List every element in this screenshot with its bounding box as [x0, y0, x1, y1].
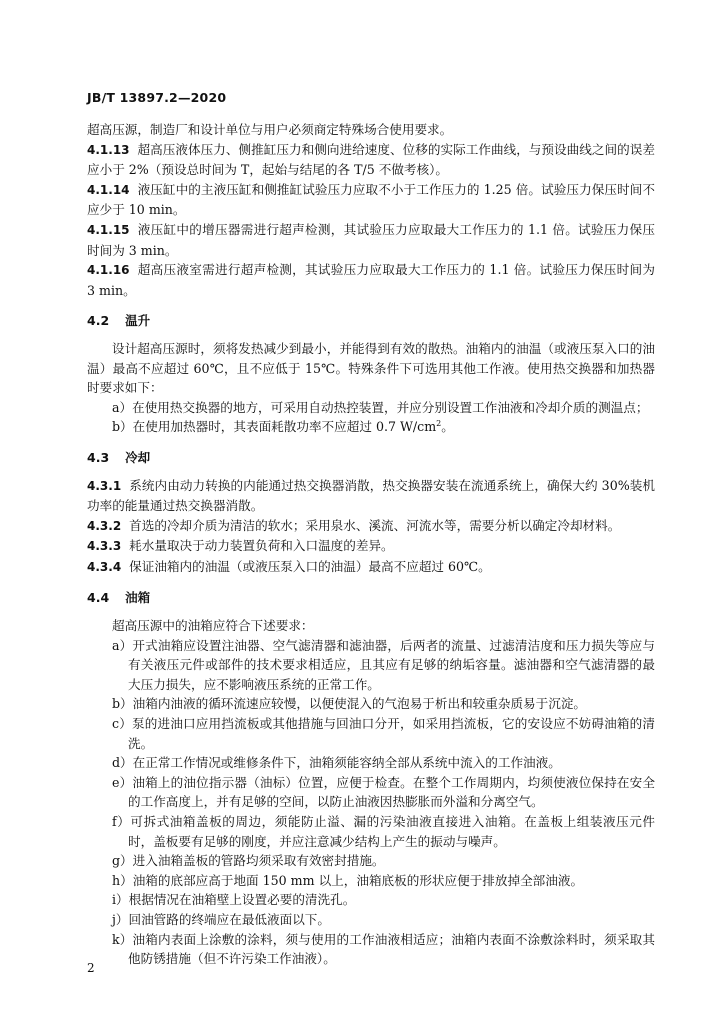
section-number: 4.4	[87, 590, 110, 606]
clause-number: 4.1.14	[87, 182, 130, 197]
list-item: b）油箱内油液的循环流速应较慢，以便使混入的气泡易于析出和较重杂质易于沉淀。	[112, 696, 587, 712]
section-4-4-intro: 超高压源中的油箱应符合下述要求：	[112, 618, 314, 634]
list-item	[112, 417, 655, 437]
list-item: a）开式油箱应设置注油器、空气滤清器和滤油器，后两者的流量、过滤清洁度和压力损失等应与有关液压元件或部件的技术要求相适应，且其应有足够的纳垢容量。滤油器和空气滤清器的最大压力损失，应不影响液压系统的正常工作。	[112, 637, 655, 692]
clause-4-3-1	[87, 476, 655, 516]
clause-number: 4.3.1	[87, 478, 122, 493]
section-number: 4.3	[87, 449, 110, 465]
clause-4-3-2	[87, 516, 655, 537]
clause-4-1-16	[87, 260, 655, 300]
clause-4-3-3	[87, 536, 655, 557]
standard-code-header: JB/T 13897.2—2020	[87, 90, 227, 105]
list-item: f）可拆式油箱盖板的周边，须能防止溢、漏的污染油液直接进入油箱。在盖板上组装液压元件时，盖板要有足够的刚度，并应注意减少结构上产生的振动与噪声。	[112, 814, 655, 849]
list-item-text: b）在使用加热器时，其表面耗散功率不应超过 0.7 W/cm	[112, 419, 437, 435]
clause-number: 4.1.15	[87, 222, 130, 237]
clause-4-3-4	[87, 557, 655, 578]
section-title: 温升	[125, 313, 151, 329]
page-number: 2	[87, 961, 95, 975]
clause-text: 保证油箱内的油温（或液压泵入口的油温）最高不应超过 60℃。	[129, 558, 491, 574]
clause-text: 超高压液体压力、侧推缸压力和侧向进给速度、位移的实际工作曲线，与预设曲线之间的误差应小于 2%（预设总时间为 T，起始与结尾的各 T/5 不做考核）。	[87, 141, 655, 178]
clause-4-1-14	[87, 180, 655, 220]
list-item: d）在正常工作情况或维修条件下，油箱须能容纳全部从系统中流入的工作油液。	[112, 755, 561, 771]
list-item: j）回油管路的终端应在最低液面以下。	[112, 911, 330, 927]
clause-text: 液压缸中的增压器需进行超声检测，其试验压力应取最大工作压力的 1.1 倍。试验压力保压时间为 3 min。	[87, 221, 655, 258]
clause-text: 超高压源，制造厂和设计单位与用户必须商定特殊场合使用要求。	[87, 122, 453, 137]
section-heading-4-4	[87, 588, 655, 608]
clause-text: 液压缸中的主液压缸和侧推缸试验压力应取不小于工作压力的 1.25 倍。试验压力保压时间不应少于 10 min。	[87, 181, 655, 218]
clause-number: 4.1.13	[87, 142, 130, 157]
clause-4-1-13	[87, 140, 655, 180]
list-item: h）油箱的底部应高于地面 150 mm 以上，油箱底板的形状应便于排放掉全部油液。	[112, 872, 584, 888]
clause-number: 4.3.3	[87, 539, 122, 554]
section-heading-4-3	[87, 448, 655, 468]
list-item: e）油箱上的油位指示器（油标）位置，应便于检查。在整个工作周期内，均须使液位保持在安全的工作高度上，并有足够的空间，以防止油液因热膨胀而外溢和分离空气。	[112, 774, 655, 810]
clause-number: 4.1.16	[87, 263, 130, 278]
superscript: 2	[436, 419, 442, 429]
page-content	[87, 120, 655, 969]
section-title: 冷却	[125, 449, 151, 465]
list-item: g）进入油箱盖板的管路均须采取有效密封措施。	[112, 853, 385, 869]
clause-number: 4.3.4	[87, 559, 122, 574]
section-title: 油箱	[125, 590, 151, 606]
list-item: i）根据情况在油箱壁上设置必要的清洗孔。	[112, 892, 356, 908]
clause-text: 超高压液室需进行超声检测，其试验压力应取最大工作压力的 1.1 倍。试验压力保压时间为 3 min。	[87, 262, 655, 298]
section-heading-4-2	[87, 311, 655, 331]
clause-text: 系统内由动力转换的内能通过热交换器消散，热交换器安装在流通系统上，确保大约 30%装机功率的能量通过热交换器消散。	[87, 477, 655, 514]
section-4-2-list	[87, 398, 655, 437]
clause-text: 耗水量取决于动力装置负荷和入口温度的差异。	[129, 538, 394, 554]
list-item: k）油箱内表面上涂敷的涂料，须与使用的工作油液相适应；油箱内表面不涂敷涂料时，须采取其他防锈措施（但不许污染工作油液）。	[112, 931, 655, 967]
clause-text: 首选的冷却介质为清洁的软水；采用泉水、溪流、河流水等，需要分析以确定冷却材料。	[129, 517, 621, 533]
list-item: c）泵的进油口应用挡流板或其他措施与回油口分开，如采用挡流板，它的安设应不妨碍油箱的清洗。	[112, 716, 655, 751]
list-item: a）在使用热交换器的地方，可采用自动热控装置，并应分别设置工作油液和冷却介质的测温点；	[112, 399, 649, 415]
list-item-end: 。	[441, 419, 454, 435]
section-number: 4.2	[87, 313, 110, 329]
section-4-2-intro: 设计超高压源时，须将发热减少到最小，并能得到有效的散热。油箱内的油温（或液压泵入口的油温）最高不应超过 60℃，且不应低于 15℃。特殊条件下可选用其他工作液。使用热交换器和加热器时要求如下：	[87, 340, 655, 396]
clause-4-1-15	[87, 220, 655, 260]
clause-number: 4.3.2	[87, 518, 122, 533]
section-4-4-list	[87, 636, 655, 969]
